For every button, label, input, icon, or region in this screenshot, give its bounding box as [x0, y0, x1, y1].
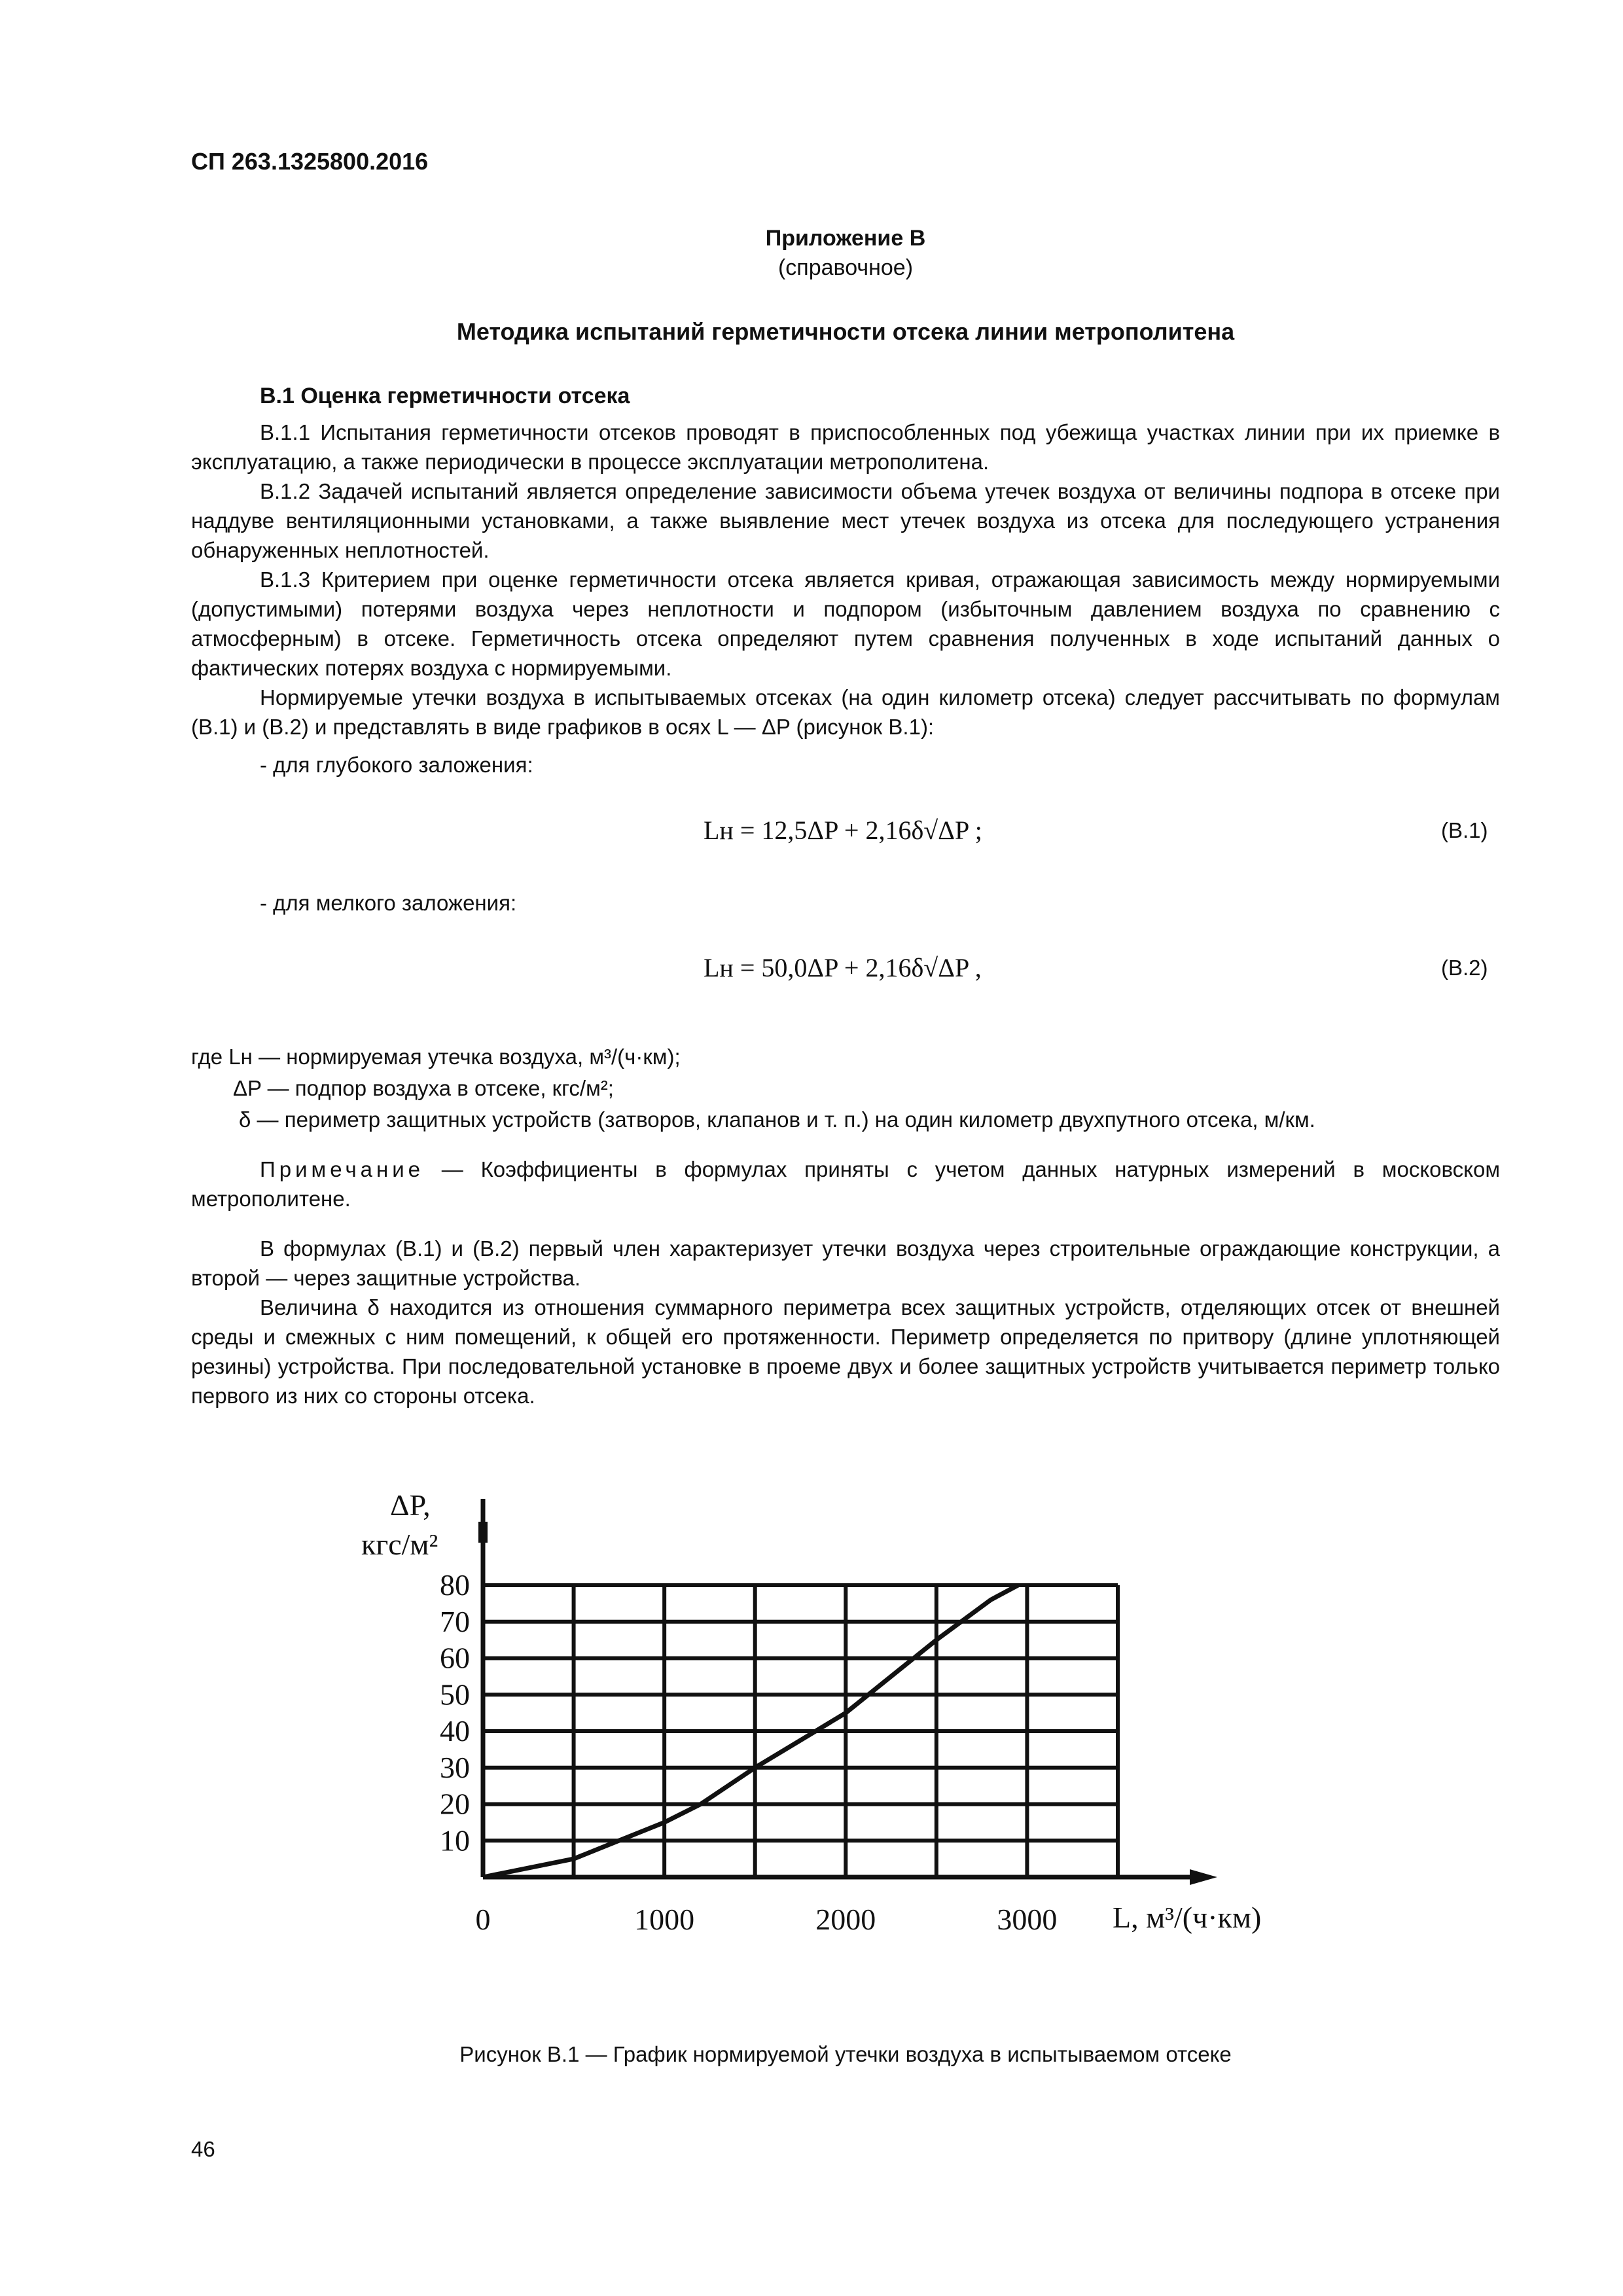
- formula-b1: Lн = 12,5ΔP + 2,16δ√ΔP ;: [704, 816, 982, 845]
- y-axis-arrow: [478, 1522, 488, 1543]
- document-code: СП 263.1325800.2016: [191, 148, 429, 175]
- x-tick-label: 3000: [997, 1903, 1058, 1936]
- y-tick-label: 60: [440, 1641, 470, 1675]
- y-tick-label: 70: [440, 1604, 470, 1638]
- definition-ln: где Lн — нормируемая утечка воздуха, м³/(ч·км);: [191, 1045, 681, 1069]
- paragraph-b11: В.1.1 Испытания герметичности отсеков проводят в приспособленных под убежища участках линии при их приемке в эксплуатацию, а также периодически в процессе эксплуатации метрополитена.: [191, 420, 1500, 474]
- chart-ylabel-symbol: ΔP,: [390, 1488, 431, 1522]
- definition-dp: ΔP — подпор воздуха в отсеке, кгс/м²;: [233, 1076, 614, 1100]
- note-label: Примечание: [260, 1157, 425, 1181]
- paragraph-norm: Нормируемые утечки воздуха в испытываемых отсеках (на один километр отсека) следует рассчитывать по формулам (В.1) и (В.2) и представлять в виде графиков в осях L — ΔP (рисунок В.1):: [191, 685, 1500, 739]
- note-text: — Коэффициенты в формулах приняты с учетом данных натурных измерений в московском метрополитене.: [191, 1157, 1501, 1211]
- figure-caption: Рисунок В.1 — График нормируемой утечки воздуха в испытываемом отсеке: [459, 2042, 1232, 2066]
- section-title: В.1 Оценка герметичности отсека: [260, 384, 630, 408]
- chart-ylabel-units: кгс/м²: [361, 1528, 438, 1561]
- chart-grid: [483, 1585, 1118, 1877]
- formula-b1-number: (В.1): [1441, 818, 1488, 842]
- definition-delta: δ — периметр защитных устройств (затворов, клапанов и т. п.) на один километр двухпутного отсека, м/км.: [239, 1107, 1315, 1132]
- y-tick-label: 10: [440, 1823, 470, 1857]
- y-tick-label: 40: [440, 1714, 470, 1748]
- formula-b2: Lн = 50,0ΔP + 2,16δ√ΔP ,: [704, 953, 982, 982]
- chart-axes: [478, 1499, 1217, 1885]
- x-tick-label: 0: [475, 1903, 491, 1936]
- appendix-title: Приложение В: [765, 226, 926, 251]
- y-tick-label: 20: [440, 1787, 470, 1821]
- paragraph-b13: В.1.3 Критерием при оценке герметичности отсека является кривая, отражающая зависимость между нормируемыми (допустимыми) потерями воздуха через неплотности и подпором (избыточным давлением воздуха по сравнению с атмосферным) в отсеке. Герметичность отсека определяют путем сравнения полученных в ходе испытаний данных о фактических потерях воздуха с нормируемыми.: [191, 567, 1500, 680]
- paragraph-b12: В.1.2 Задачей испытаний является определение зависимости объема утечек воздуха от величины подпора в отсеке при наддуве вентиляционными установками, а также выявление мест утечек воздуха из отсека для последующего устранения обнаруженных неплотностей.: [191, 479, 1500, 562]
- paragraph-delta: Величина δ находится из отношения суммарного периметра всех защитных устройств, отделяющих отсек от внешней среды и смежных с ним помещений, к общей его протяженности. Периметр определяется по притвору (длине уплотняющей резины) устройства. При последовательной установке в проеме двух и более защитных устройств учитывается периметр только первого из них со стороны отсека.: [191, 1295, 1500, 1408]
- appendix-subtitle: (справочное): [777, 255, 914, 280]
- y-tick-label: 80: [440, 1568, 470, 1602]
- x-tick-label: 2000: [815, 1903, 876, 1936]
- shallow-label: - для мелкого заложения:: [260, 891, 517, 915]
- page-number: 46: [191, 2137, 215, 2161]
- y-tick-label: 30: [440, 1750, 470, 1784]
- x-axis-arrow: [1190, 1869, 1217, 1885]
- y-tick-label: 50: [440, 1677, 470, 1712]
- deep-label: - для глубокого заложения:: [260, 753, 533, 777]
- x-tick-label: 1000: [634, 1903, 695, 1936]
- formula-b2-number: (В.2): [1441, 956, 1488, 980]
- chart-xlabel: L, м³/(ч·км): [1113, 1901, 1262, 1934]
- paragraph-formulas: В формулах (В.1) и (В.2) первый член характеризует утечки воздуха через строительные ограждающие конструкции, а второй — через защитные устройства.: [191, 1236, 1500, 1290]
- method-title: Методика испытаний герметичности отсека линии метрополитена: [456, 318, 1235, 345]
